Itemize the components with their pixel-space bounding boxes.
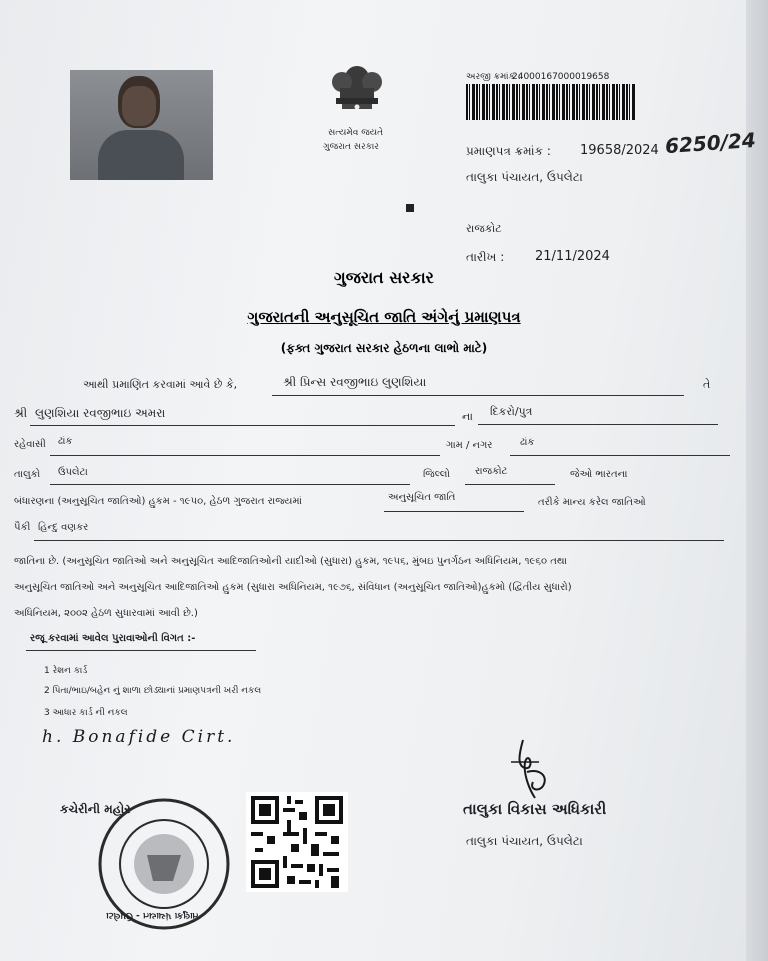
office-stamp-label: કચેરીની મહોર <box>60 802 131 816</box>
order-text: બંધારણના (અનુસૂચિત જાતિઓ) હુકમ - ૧૯૫૦, હેઠળ ગુજરાત રાજ્યમાં <box>14 496 302 507</box>
officer-signature <box>505 732 575 802</box>
issuer-office: તાલુકા પંચાયત, ઉપલેટા <box>466 170 583 184</box>
national-emblem-icon <box>322 52 392 130</box>
taluka-line <box>50 484 410 485</box>
category-value: અનુસૂચિત જાતિ <box>388 492 456 503</box>
relation-line <box>478 424 718 425</box>
na-text: ના <box>462 410 473 423</box>
je-label: જેઓ ભારતના <box>570 469 628 480</box>
application-barcode <box>466 84 636 120</box>
date-label: તારીખ : <box>466 250 505 264</box>
caste-line <box>34 540 724 541</box>
handwritten-certificate-no: 6250/24 <box>664 127 757 159</box>
holder-name: શ્રી પ્રિન્સ રવજીભાઇ લુણશિયા <box>283 375 427 389</box>
officer-office: તાલુકા પંચાયત, ઉપલેટા <box>466 834 583 848</box>
certificate-no: 19658/2024 <box>580 143 659 158</box>
category-line <box>384 511 524 512</box>
applicant-photo <box>70 70 213 180</box>
para-line-3: અધિનિયમ, ૨૦૦૨ હેઠળ સુધારવામાં આવી છે.) <box>14 608 198 619</box>
district-value: રાજકોટ <box>475 466 508 477</box>
officer-title: તાલુકા વિકાસ અધિકારી <box>463 800 607 818</box>
district-line <box>465 484 555 485</box>
seal-text: તાલુકા પંચાયત - ઉપલેટા <box>106 910 199 920</box>
certificate-note: (ફક્ત ગુજરાત સરકાર હેઠળના લાભો માટે) <box>280 341 488 355</box>
application-no: 24000167000019658 <box>512 72 610 82</box>
intro-text: આથી પ્રમાણિત કરવામાં આવે છે કે, <box>83 378 238 391</box>
certificate-title: ગુજરાતની અનુસૂચિત જાતિ અંગેનું પ્રમાણપત્ર <box>247 308 521 326</box>
issue-date: 21/11/2024 <box>535 249 610 264</box>
resident-label: રહેવાસી <box>14 439 46 450</box>
resident-line <box>50 455 440 456</box>
application-no-label: અરજી ક્રમાંક : <box>466 72 521 82</box>
district-label: જિલ્લો <box>423 469 450 480</box>
caste-prefix: પૈકી <box>14 522 31 533</box>
document-item-3: 3 આધાર કાર્ડ ની નકલ <box>44 708 128 718</box>
taluka-value: ઉપલેટા <box>58 467 88 478</box>
emblem-caption: ગુજરાત સરકાર <box>323 142 379 152</box>
para-line-2: અનુસૂચિત જાતિઓ અને અનુસૂચિત આદિજાતિઓ હુકમ (સુધારા અધિનિયમ, ૧૯૭૬, સંવિધાન (અનુસૂચિત જાતિઓ)હુકમો (દ્વિતીય સુધારો) <box>14 582 572 593</box>
holder-name-line <box>272 395 684 396</box>
documents-heading: રજૂ કરવામાં આવેલ પુરાવાઓની વિગત :- <box>30 633 196 644</box>
para-line-1: જાતિના છે. (અનુસૂચિત જાતિઓ અને અનુસૂચિત આદિજાતિઓની યાદીઓ (સુધારા) હુકમ, ૧૯૫૬, મુંબઇ પુનર્ગઠન અધિનિયમ, ૧૯૬૦ તથા <box>14 556 567 567</box>
taluka-label: તાલુકો <box>14 469 41 480</box>
emblem-motto: સત્યમેવ જયતે <box>328 128 384 138</box>
certificate-no-label: પ્રમાણપત્ર ક્રમાંક : <box>466 144 551 158</box>
ink-dot <box>406 204 414 212</box>
village-label: ગામ / નગર <box>446 440 493 451</box>
te-text: તે <box>703 378 711 391</box>
father-name-line <box>30 425 455 426</box>
shri-prefix: શ્રી <box>14 406 28 420</box>
father-name: લુણશિયા રવજીભાઇ અમરા <box>35 406 166 420</box>
caste-value: હિન્દુ વણકર <box>38 522 89 533</box>
handwritten-note: h. Bonafide Cirt. <box>42 727 236 747</box>
verification-qr-icon <box>246 792 348 892</box>
government-title: ગુજરાત સરકાર <box>334 268 434 287</box>
documents-heading-underline <box>26 650 256 651</box>
village-line <box>510 455 730 456</box>
village-value: ઢાંક <box>520 437 535 448</box>
relation: દિકરો/પુત્ર <box>490 405 533 418</box>
recognized-text: તરીકે માન્ય કરેલ જાતિઓ <box>538 497 646 508</box>
header-district: રાજકોટ <box>466 222 502 235</box>
document-item-1: 1 રેશન કાર્ડ <box>44 666 88 676</box>
resident-value: ઢાંક <box>58 436 73 447</box>
document-item-2: 2 પિતા/ભાઇ/બહેન નું શાળા છોડ્યાનાં પ્રમાણપત્રની ખરી નકલ <box>44 686 262 696</box>
